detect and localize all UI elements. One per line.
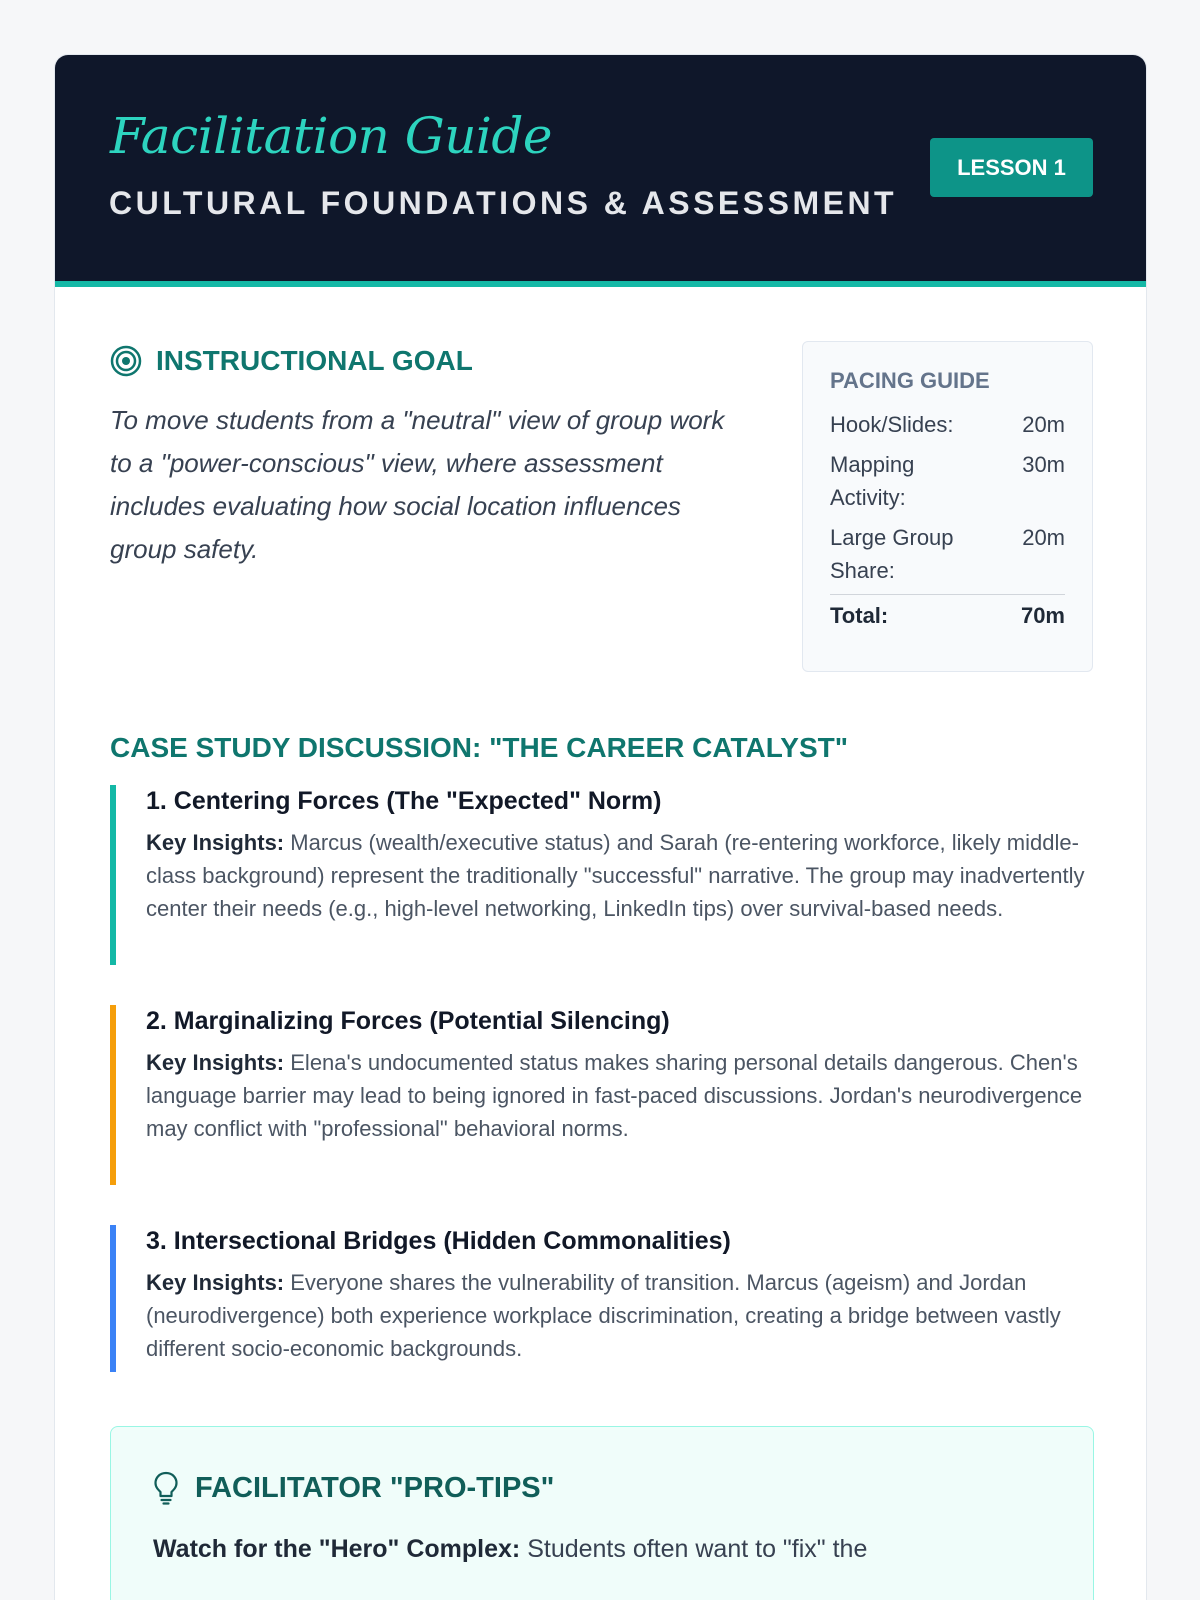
pacing-row-time: 20m xyxy=(1022,525,1065,550)
instructional-goal-heading xyxy=(110,345,740,377)
case-insight-title: 3. Intersectional Bridges (Hidden Commonalities) xyxy=(146,1227,731,1255)
instructional-goal-text: To move students from a "neutral" view of group work to a "power-conscious" view, where assessment includes evaluating how social location influences group safety. xyxy=(110,405,725,564)
pacing-row-label: Large Group Share: xyxy=(830,525,954,583)
tip-label: Watch for the "Hero" Complex: xyxy=(153,1535,521,1563)
pacing-row-time: 30m xyxy=(1022,452,1065,477)
key-insights-label: Key Insights: xyxy=(146,1270,285,1295)
pacing-row xyxy=(830,408,1065,441)
facilitator-tips-heading xyxy=(153,1471,554,1505)
key-insights-label: Key Insights: xyxy=(146,830,285,855)
pacing-total-time: 70m xyxy=(1020,603,1065,628)
pacing-row-time: 20m xyxy=(1022,412,1065,437)
pacing-row xyxy=(830,448,1065,514)
guide-title: Facilitation Guide xyxy=(110,107,553,165)
tip-body: Students often want to "fix" the xyxy=(520,1535,868,1563)
instructional-goal-label: INSTRUCTIONAL GOAL xyxy=(156,345,473,376)
target-icon xyxy=(110,345,142,377)
case-insight-text: Everyone shares the vulnerability of transition. Marcus (ageism) and Jordan (neurodivergence) both experience workplace discrimination, creating a bridge between vastly different socio-economic backgrounds. xyxy=(146,1270,1061,1361)
case-insight-text: Marcus (wealth/executive status) and Sarah (re-entering workforce, likely middle-class background) represent the traditionally "successful" narrative. The group may inadvertently center their needs (e.g., high-level networking, LinkedIn tips) over survival-based needs. xyxy=(146,830,1085,921)
pacing-guide xyxy=(802,341,1093,672)
case-insight-text: Elena's undocumented status makes sharing personal details dangerous. Chen's language barrier may lead to being ignored in fast-paced discussions. Jordan's neurodivergence may conflict with "professional" behavioral norms. xyxy=(146,1050,1083,1141)
instructional-goal-section xyxy=(110,345,740,571)
lightbulb-icon xyxy=(153,1471,179,1505)
case-insight-bridges xyxy=(110,1225,1090,1372)
case-insight-body xyxy=(146,826,1090,925)
case-insight-body xyxy=(146,1046,1090,1145)
pacing-row-label: Mapping Activity: xyxy=(830,452,915,510)
pacing-row-label: Hook/Slides: xyxy=(830,412,954,437)
key-insights-label: Key Insights: xyxy=(146,1050,285,1075)
facilitator-tip-text xyxy=(153,1535,1053,1564)
case-insight-title: 2. Marginalizing Forces (Potential Silencing) xyxy=(146,1007,670,1035)
case-insight-marginalizing xyxy=(110,1005,1090,1185)
pacing-guide-title: PACING GUIDE xyxy=(830,368,990,393)
facilitator-tips-label: FACILITATOR "PRO-TIPS" xyxy=(195,1471,555,1504)
case-insight-title: 1. Centering Forces (The "Expected" Norm) xyxy=(146,787,662,815)
case-study-heading: CASE STUDY DISCUSSION: "THE CAREER CATALYST" xyxy=(110,732,849,763)
guide-card xyxy=(54,54,1147,1600)
pacing-row xyxy=(830,521,1065,587)
guide-subtitle: CULTURAL FOUNDATIONS & ASSESSMENT xyxy=(109,185,898,221)
facilitator-tips-box xyxy=(110,1426,1094,1600)
guide-header xyxy=(55,55,1146,287)
lesson-badge: LESSON 1 xyxy=(930,138,1093,197)
pacing-total-label: Total: xyxy=(830,603,889,628)
case-insight-body xyxy=(146,1266,1090,1365)
pacing-total-row xyxy=(830,594,1065,629)
case-insight-centering xyxy=(110,785,1090,965)
